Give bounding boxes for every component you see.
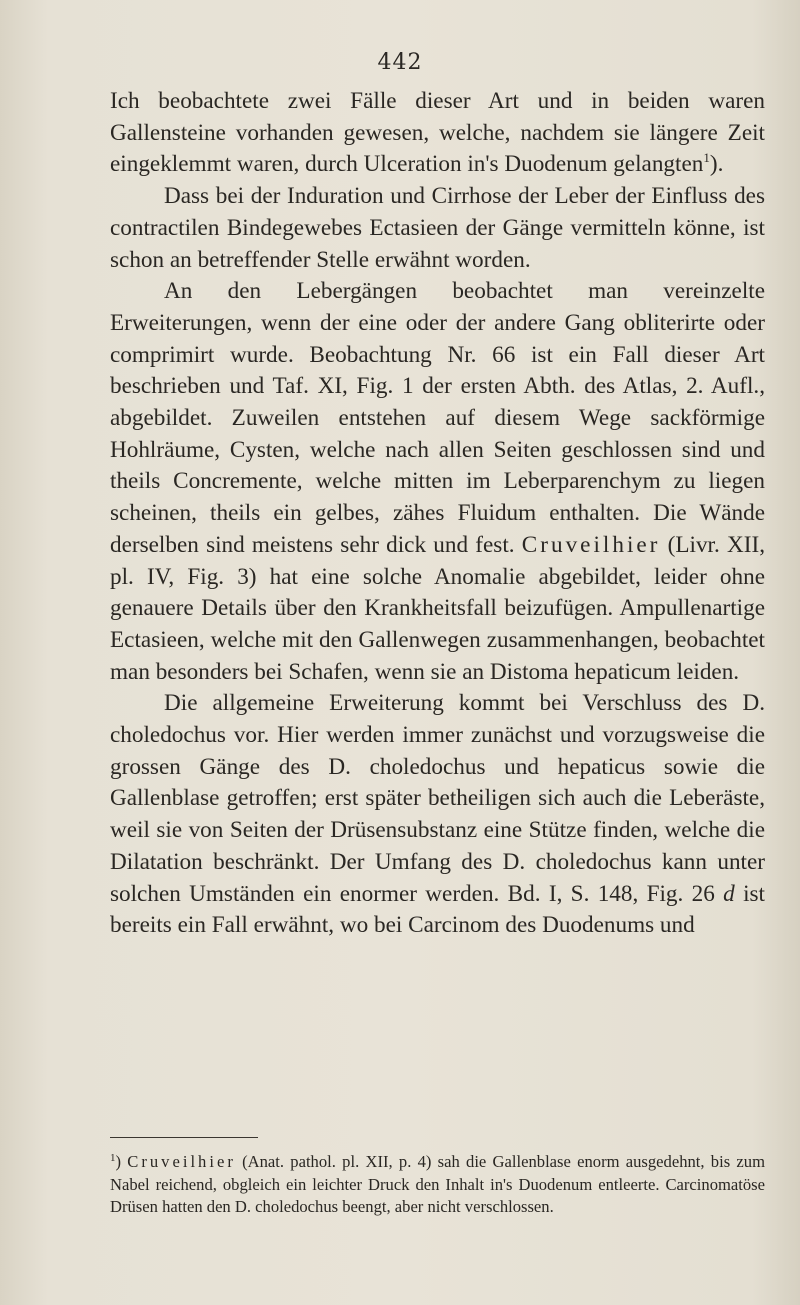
footnote-separator (110, 1137, 258, 1138)
footnote-author: Cruveilhier (127, 1152, 236, 1171)
body-text (110, 86, 765, 942)
footnote-paren: ) (115, 1152, 122, 1171)
page-number: 442 (377, 50, 423, 75)
footnote (110, 1151, 765, 1219)
paragraph-3 (110, 276, 765, 688)
paragraph-3-continuation: (Livr. XII, pl. IV, Fig. 3) hat eine solche Anomalie abgebildet, leider ohne genauere Details über den Krankheitsfall beizufügen. Ampullenartige Ectasieen, welche mit den Gallenwegen zusammenhangen, beobachtet man besonders bei Schafen, wenn sie an Distoma hepaticum leiden. (110, 531, 765, 685)
footnote-mark: 1 (110, 1152, 116, 1164)
figure-letter: d (723, 880, 735, 907)
paragraph-4-continuation: ist bereits ein Fall erwähnt, wo bei Carcinom des Duodenums und (110, 880, 766, 939)
author-name-cruveilhier: Cruveilhier (521, 531, 661, 558)
paragraph-1-end: ). (709, 151, 724, 178)
footnote-text: (Anat. pathol. pl. XII, p. 4) sah die Gallenblase enorm ausgedehnt, bis zum Nabel reichend, obgleich ein leichter Druck den Inhalt in's Duodenum entleerte. Carcinomatöse Drüsen hatten den D. choledochus beengt, aber nicht verschlossen. (110, 1152, 765, 1216)
paragraph-2: Dass bei der Induration und Cirrhose der Leber der Einfluss des contractilen Bindegewebes Ectasieen der Gänge vermitteln könne, ist schon an betreffender Stelle erwähnt worden. (110, 183, 765, 273)
paragraph-4 (110, 688, 765, 942)
footnote-reference: 1 (703, 150, 710, 166)
paragraph-1-text: Ich beobachtete zwei Fälle dieser Art und in beiden waren Gallensteine vorhanden gewesen, welche, nachdem sie längere Zeit eingeklemmt waren, durch Ulceration in's Duodenum gelangten (110, 88, 765, 178)
paragraph-4-text: Die allgemeine Erweiterung kommt bei Verschluss des D. choledochus vor. Hier werden immer zunächst und vorzugsweise die grossen Gänge des D. choledochus und hepaticus sowie die Gallenblase getroffen; erst später betheiligen sich auch die Leberäste, weil sie von Seiten der Drüsensubstanz eine Stütze finden, welche die Dilatation beschränkt. Der Umfang des D. choledochus kann unter solchen Umständen ein enormer werden. Bd. I, S. 148, Fig. 26 (110, 690, 765, 907)
paragraph-1 (110, 86, 765, 181)
paragraph-3-text: An den Lebergängen beobachtet man vereinzelte Erweiterungen, wenn der eine oder der andere Gang obliterirte oder comprimirt wurde. Beobachtung Nr. 66 ist ein Fall dieser Art beschrieben und Taf. XI, Fig. 1 der ersten Abth. des Atlas, 2. Aufl., abgebildet. Zuweilen entstehen auf diesem Wege sackförmige Hohlräume, Cysten, welche nach allen Seiten geschlossen sind und theils Concremente, welche mitten im Leberparenchym zu liegen scheinen, theils ein gelbes, zähes Fluidum enthalten. Die Wände derselben sind meistens sehr dick und fest. (110, 278, 765, 558)
